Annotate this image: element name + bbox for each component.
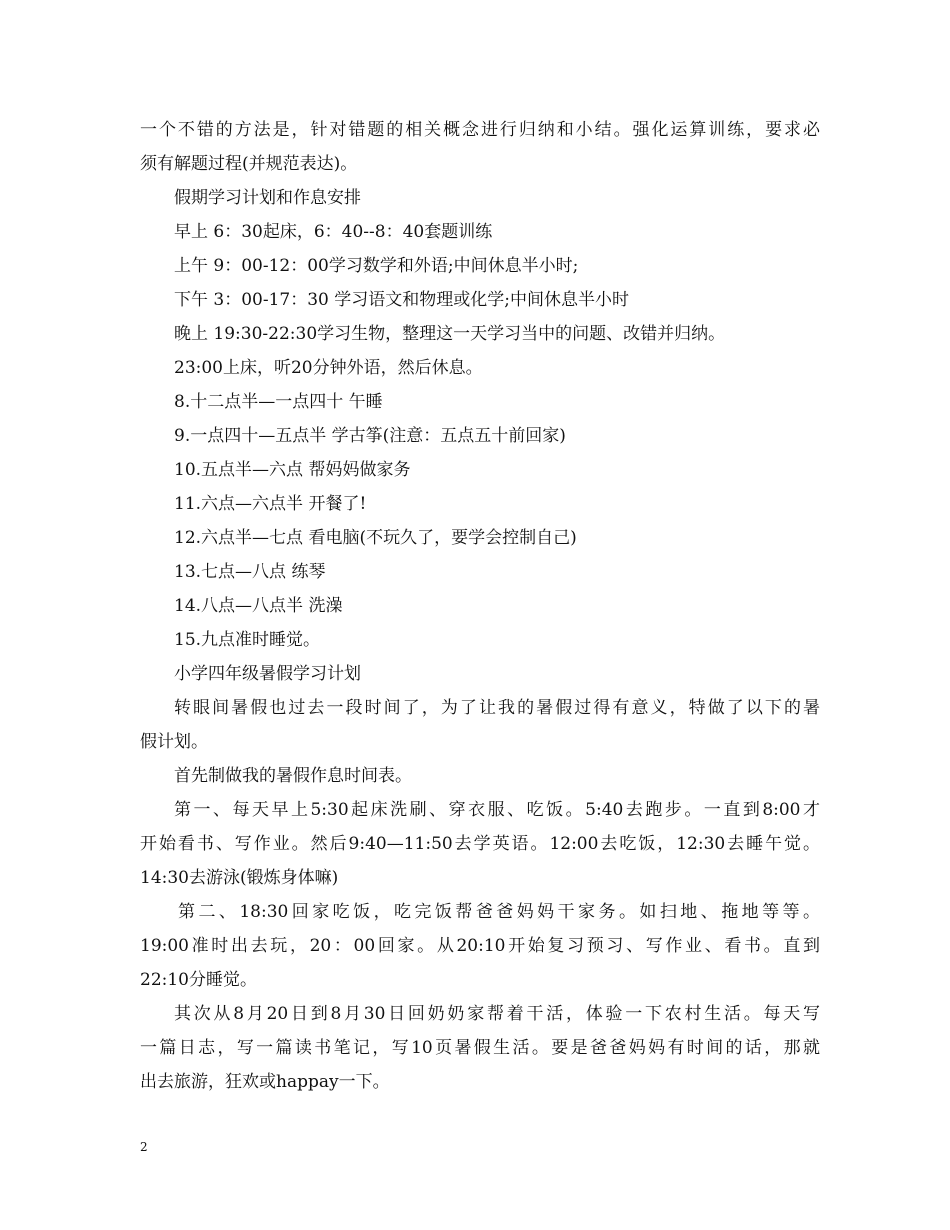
paragraph-line: 须有解题过程(并规范表达)。: [140, 154, 358, 174]
paragraph-line: 假计划。: [140, 732, 208, 752]
paragraph-line: 19:00准时出去玩，20：00回家。从20:10开始复习预习、写作业、看书。直到: [140, 936, 820, 956]
paragraph-line: 第二、18:30回家吃饭，吃完饭帮爸爸妈妈干家务。如扫地、拖地等等。: [178, 902, 820, 922]
paragraph-line: 一篇日志，写一篇读书笔记，写10页暑假生活。要是爸爸妈妈有时间的话，那就: [140, 1038, 820, 1058]
paragraph-line: 首先制做我的暑假作息时间表。: [174, 766, 412, 786]
paragraph-line: 出去旅游，狂欢或happay一下。: [140, 1072, 390, 1092]
schedule-line: 下午 3：00-17：30 学习语文和物理或化学;中间休息半小时: [174, 290, 629, 310]
paragraph-line: 14:30去游泳(锻炼身体嘛): [140, 868, 339, 888]
schedule-line: 23:00上床，听20分钟外语，然后休息。: [174, 358, 483, 378]
paragraph-line: 其次从8月20日到8月30日回奶奶家帮着干活，体验一下农村生活。每天写: [174, 1004, 820, 1024]
schedule-line: 上午 9：00-12：00学习数学和外语;中间休息半小时;: [174, 256, 579, 276]
document-body: [140, 113, 820, 1099]
paragraph-line: 一个不错的方法是，针对错题的相关概念进行归纳和小结。强化运算训练，要求必: [140, 120, 820, 140]
paragraph-line: 22:10分睡觉。: [140, 970, 257, 990]
paragraph-line: 第一、每天早上5:30起床洗刷、穿衣服、吃饭。5:40去跑步。一直到8:00才: [174, 800, 820, 820]
list-item: 13.七点—八点 练琴: [174, 562, 326, 582]
list-item: 10.五点半—六点 帮妈妈做家务: [174, 460, 411, 480]
list-item: 8.十二点半—一点四十 午睡: [174, 392, 383, 412]
list-item: 12.六点半—七点 看电脑(不玩久了，要学会控制自己): [174, 528, 577, 548]
list-item: 14.八点—八点半 洗澡: [174, 596, 343, 616]
schedule-line: 早上 6：30起床，6：40--8：40套题训练: [174, 222, 493, 242]
page-number: 2: [140, 1140, 148, 1154]
section-heading: 假期学习计划和作息安排: [174, 188, 361, 208]
list-item: 11.六点—六点半 开餐了!: [174, 494, 367, 514]
list-item: 15.九点准时睡觉。: [174, 630, 321, 650]
list-item: 9.一点四十—五点半 学古筝(注意：五点五十前回家): [174, 426, 566, 446]
schedule-line: 晚上 19:30-22:30学习生物，整理这一天学习当中的问题、改错并归纳。: [174, 324, 726, 344]
paragraph-line: 开始看书、写作业。然后9:40—11:50去学英语。12:00去吃饭，12:30去睡午觉。: [140, 834, 820, 854]
paragraph-line: 转眼间暑假也过去一段时间了，为了让我的暑假过得有意义，特做了以下的暑: [174, 698, 820, 718]
section-heading: 小学四年级暑假学习计划: [174, 664, 361, 684]
